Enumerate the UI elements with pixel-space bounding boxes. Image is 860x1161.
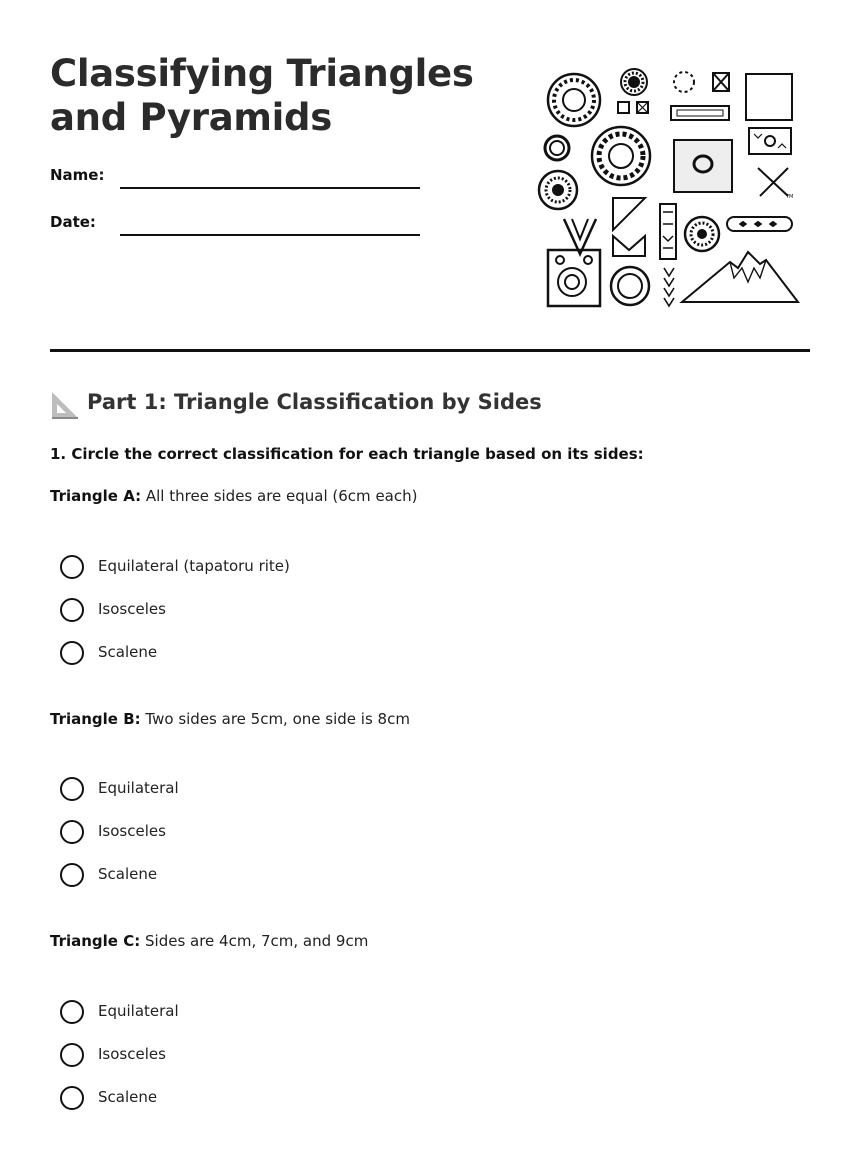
date-label: Date: — [50, 213, 96, 231]
option-label: Scalene — [98, 643, 158, 661]
option-label: Scalene — [98, 865, 158, 883]
option-label: Equilateral — [98, 1002, 179, 1020]
radio-circle[interactable] — [60, 1086, 84, 1110]
triangle-b-option-isosceles[interactable] — [60, 819, 460, 845]
name-field[interactable] — [50, 164, 430, 194]
radio-circle[interactable] — [60, 863, 84, 887]
page-title — [50, 52, 520, 140]
triangle-a-prompt — [50, 487, 417, 505]
maori-pattern-illustration-icon — [534, 64, 804, 314]
part1-title: Part 1: Triangle Classification by Sides — [87, 390, 542, 414]
triangle-b-label: Triangle B: — [50, 710, 141, 728]
triangle-c-option-equilateral[interactable] — [60, 999, 460, 1025]
set-square-icon — [50, 390, 80, 420]
name-label: Name: — [50, 166, 105, 184]
triangle-c-label: Triangle C: — [50, 932, 141, 950]
option-label: Scalene — [98, 1088, 158, 1106]
triangle-c-option-scalene[interactable] — [60, 1085, 460, 1111]
option-label: Equilateral (tapatoru rite) — [98, 557, 290, 575]
radio-circle[interactable] — [60, 1043, 84, 1067]
option-label: Isosceles — [98, 1045, 166, 1063]
triangle-a-description: All three sides are equal (6cm each) — [145, 487, 418, 505]
option-label: Isosceles — [98, 822, 166, 840]
date-line[interactable] — [120, 234, 420, 236]
name-line[interactable] — [120, 187, 420, 189]
title-line-1: Classifying Triangles — [50, 52, 474, 95]
radio-circle[interactable] — [60, 777, 84, 801]
triangle-c-description: Sides are 4cm, 7cm, and 9cm — [145, 932, 369, 950]
radio-circle[interactable] — [60, 598, 84, 622]
radio-circle[interactable] — [60, 641, 84, 665]
radio-circle[interactable] — [60, 820, 84, 844]
option-label: Equilateral — [98, 779, 179, 797]
svg-text:TM: TM — [786, 194, 794, 200]
triangle-a-option-isosceles[interactable] — [60, 597, 460, 623]
triangle-b-option-scalene[interactable] — [60, 862, 460, 888]
question-1-instruction: 1. Circle the correct classification for each triangle based on its sides: — [50, 445, 644, 463]
part1-heading — [50, 388, 750, 420]
triangle-a-label: Triangle A: — [50, 487, 142, 505]
triangle-c-prompt — [50, 932, 368, 950]
triangle-a-option-scalene[interactable] — [60, 640, 460, 666]
triangle-c-option-isosceles[interactable] — [60, 1042, 460, 1068]
triangle-a-option-equilateral[interactable] — [60, 554, 460, 580]
triangle-b-description: Two sides are 5cm, one side is 8cm — [145, 710, 410, 728]
triangle-b-prompt — [50, 710, 410, 728]
header-divider — [50, 349, 810, 352]
radio-circle[interactable] — [60, 555, 84, 579]
triangle-b-option-equilateral[interactable] — [60, 776, 460, 802]
radio-circle[interactable] — [60, 1000, 84, 1024]
date-field[interactable] — [50, 211, 430, 241]
option-label: Isosceles — [98, 600, 166, 618]
title-line-2: and Pyramids — [50, 96, 332, 139]
